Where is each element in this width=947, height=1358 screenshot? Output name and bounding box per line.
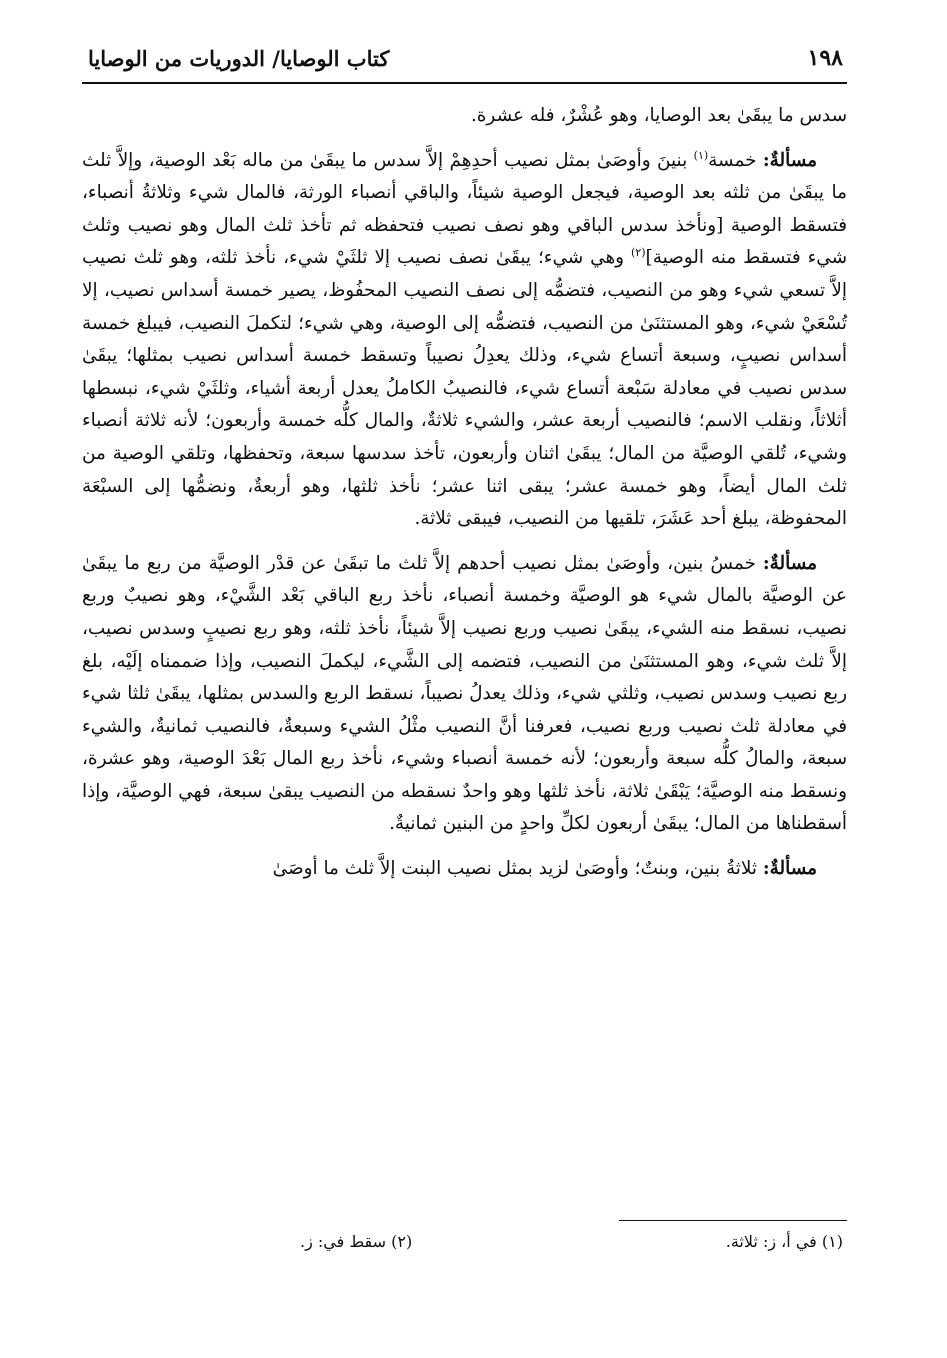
body-text [82,100,847,886]
paragraph-text: خمسُ بنين، وأوصَىٰ بمثل نصيب أحدهم إلاَّ ثلث ما تبقَىٰ عن قدْر الوصيَّة من ربع ما يبقَىٰ عن الوصيَّة بالمال شيء هو الوصيَّة وخمسة أنصباء، نأخذ ربع الباقي بَعْد الشَّيْء، وهو نصيبٌ وربع نصيب، نسقط منه الشيء، يبقَىٰ نصيب وربع نصيب إلاَّ شيئاً، نأخذ ثلثه، وهو ربع نصيبٍ وسدس نصيب، إلاَّ ثلث شيء، وهو المستثنَىٰ من النصيب، فتضمه إلى الشَّيء، ليكملَ النصيب، وإذا ضممناه إلَيْه، بلغ ربع نصيب وسدس نصيب، وثلثي شيء، وذلك يعدلُ نصيباً، نسقط الربع والسدس بمثلها، يبقَىٰ ثلثا شيء في معادلة ثلث نصيب وربع نصيب، فعرفنا أنَّ النصيب مثْلُ الشيء وسبعةٌ، فالنصيب ثمانيةٌ، والشيء سبعة، والمالُ كلُّه سبعة وأربعون؛ لأنه خمسة أنصباء وشيء، نأخذ ربع المال بَعْدَ الوصية، وهو عشرة، ونسقط منه الوصيَّة؛ يَبْقَىٰ ثلاثة، نأخذ ثلثها وهو واحدٌ نسقطه من النصيب يبقىٰ سبعة، فهي الوصيَّة، وإذا أسقطناها من المال؛ يبقَىٰ أربعون لكلِّ واحدٍ من البنين ثمانيةٌ. [82,552,847,835]
footnotes [300,1232,843,1251]
page-number: ١٩٨ [807,45,843,71]
masala-label: مسألةٌ: [762,552,817,574]
masala-label: مسألةٌ: [762,858,817,880]
paragraph-continuation [82,100,847,133]
footnote-1: (١) في أ، ز: ثلاثة. [725,1232,843,1251]
paragraph-masala-3 [82,853,847,886]
paragraph-masala-1 [82,145,847,536]
masala-label: مسألةٌ: [762,149,817,171]
header-rule [82,82,847,84]
paragraph-text: سدس ما يبقَىٰ بعد الوصايا، وهو عُشْرٌ، فله عشرة. [470,105,847,126]
paragraph-text: ثلاثةُ بنين، وبنتٌ؛ وأوصَىٰ لزيد بمثل نصيب البنت إلاَّ ثلث ما أوصَىٰ [272,858,763,880]
running-title: كتاب الوصايا/ الدوريات من الوصايا [88,45,390,71]
running-head [88,38,843,78]
paragraph-text: وهي شيء؛ يبقَىٰ نصف نصيب إلا ثلثَيْ شيء، نأخذ ثلثه، وهو ثلث نصيب إلاَّ تسعي شيء وهو من النصيب، فتضمُّه إلى نصف النصيب المحفُوظ، يصير خمسة أسداس نصيب، إلا تُسْعَيْ شيء، وهو المستثنَىٰ من النصيب، فتضمُّه إلى الوصية، وهي شيء؛ لتكملَ النصيب، فيبلغ خمسة أسداس نصيبٍ، وسبعة أتساع شيء، وذلك يعدِلُ نصيباً وتسقط خمسة أسداس نصيب بمثلها؛ يبقَىٰ سدس نصيب في معادلة سَبْعة أتساع شيء، فالنصيبُ الكاملُ يعدل أربعة أشياء، وثلثَيْ شيء، نبسطها أثلاثاً، ونقلب الاسم؛ فالنصيب أربعة عشر، والشيء ثلاثةٌ، والمال كلُّه خمسة وأربعون؛ لأنه ثلاثة أنصباء وشيء، تُلقي الوصيَّة من المال؛ يبقَىٰ اثنان وأربعون، تأخذ سدسها سبعة، وتحفظها، وتلقي الوصية من ثلث المال أيضاً، وهو خمسة عشر؛ يبقى اثنا عشر؛ نأخذ ثلثها، وهو أربعةٌ، ونضمُّها إلى السبْعَة المحفوظة، يبلغ أحد عَشَرَ، تلقيها من النصيب، فيبقى ثلاثة. [82,247,847,530]
paragraph-text: بنينَ وأوصَىٰ بمثل نصيب أحدِهِمْ إلاَّ سدس ما يبقَىٰ من ماله بَعْد الوصية، وإلاَّ ثلث ما يبقَىٰ من ثلثه بعد الوصية، فيجعل الوصية شيئاً، والباقي أنصباء الورثة، فالمال شيء وثلاثةُ أنصباء، فتسقط الوصية [ونأخذ سدس الباقي وهو نصف نصيب فتحفظه ثم تأخذ ثلث المال وهو نصيب وثلث شيء فتسقط منه الوصية] [82,149,847,269]
footnote-ref-1: (١) [693,148,709,162]
footnote-rule [619,1220,847,1221]
paragraph-masala-2 [82,548,847,841]
footnote-2: (٢) سقط في: ز. [300,1232,413,1251]
footnote-ref-2: (٢) [631,246,646,260]
paragraph-text: خمسة [708,149,763,171]
